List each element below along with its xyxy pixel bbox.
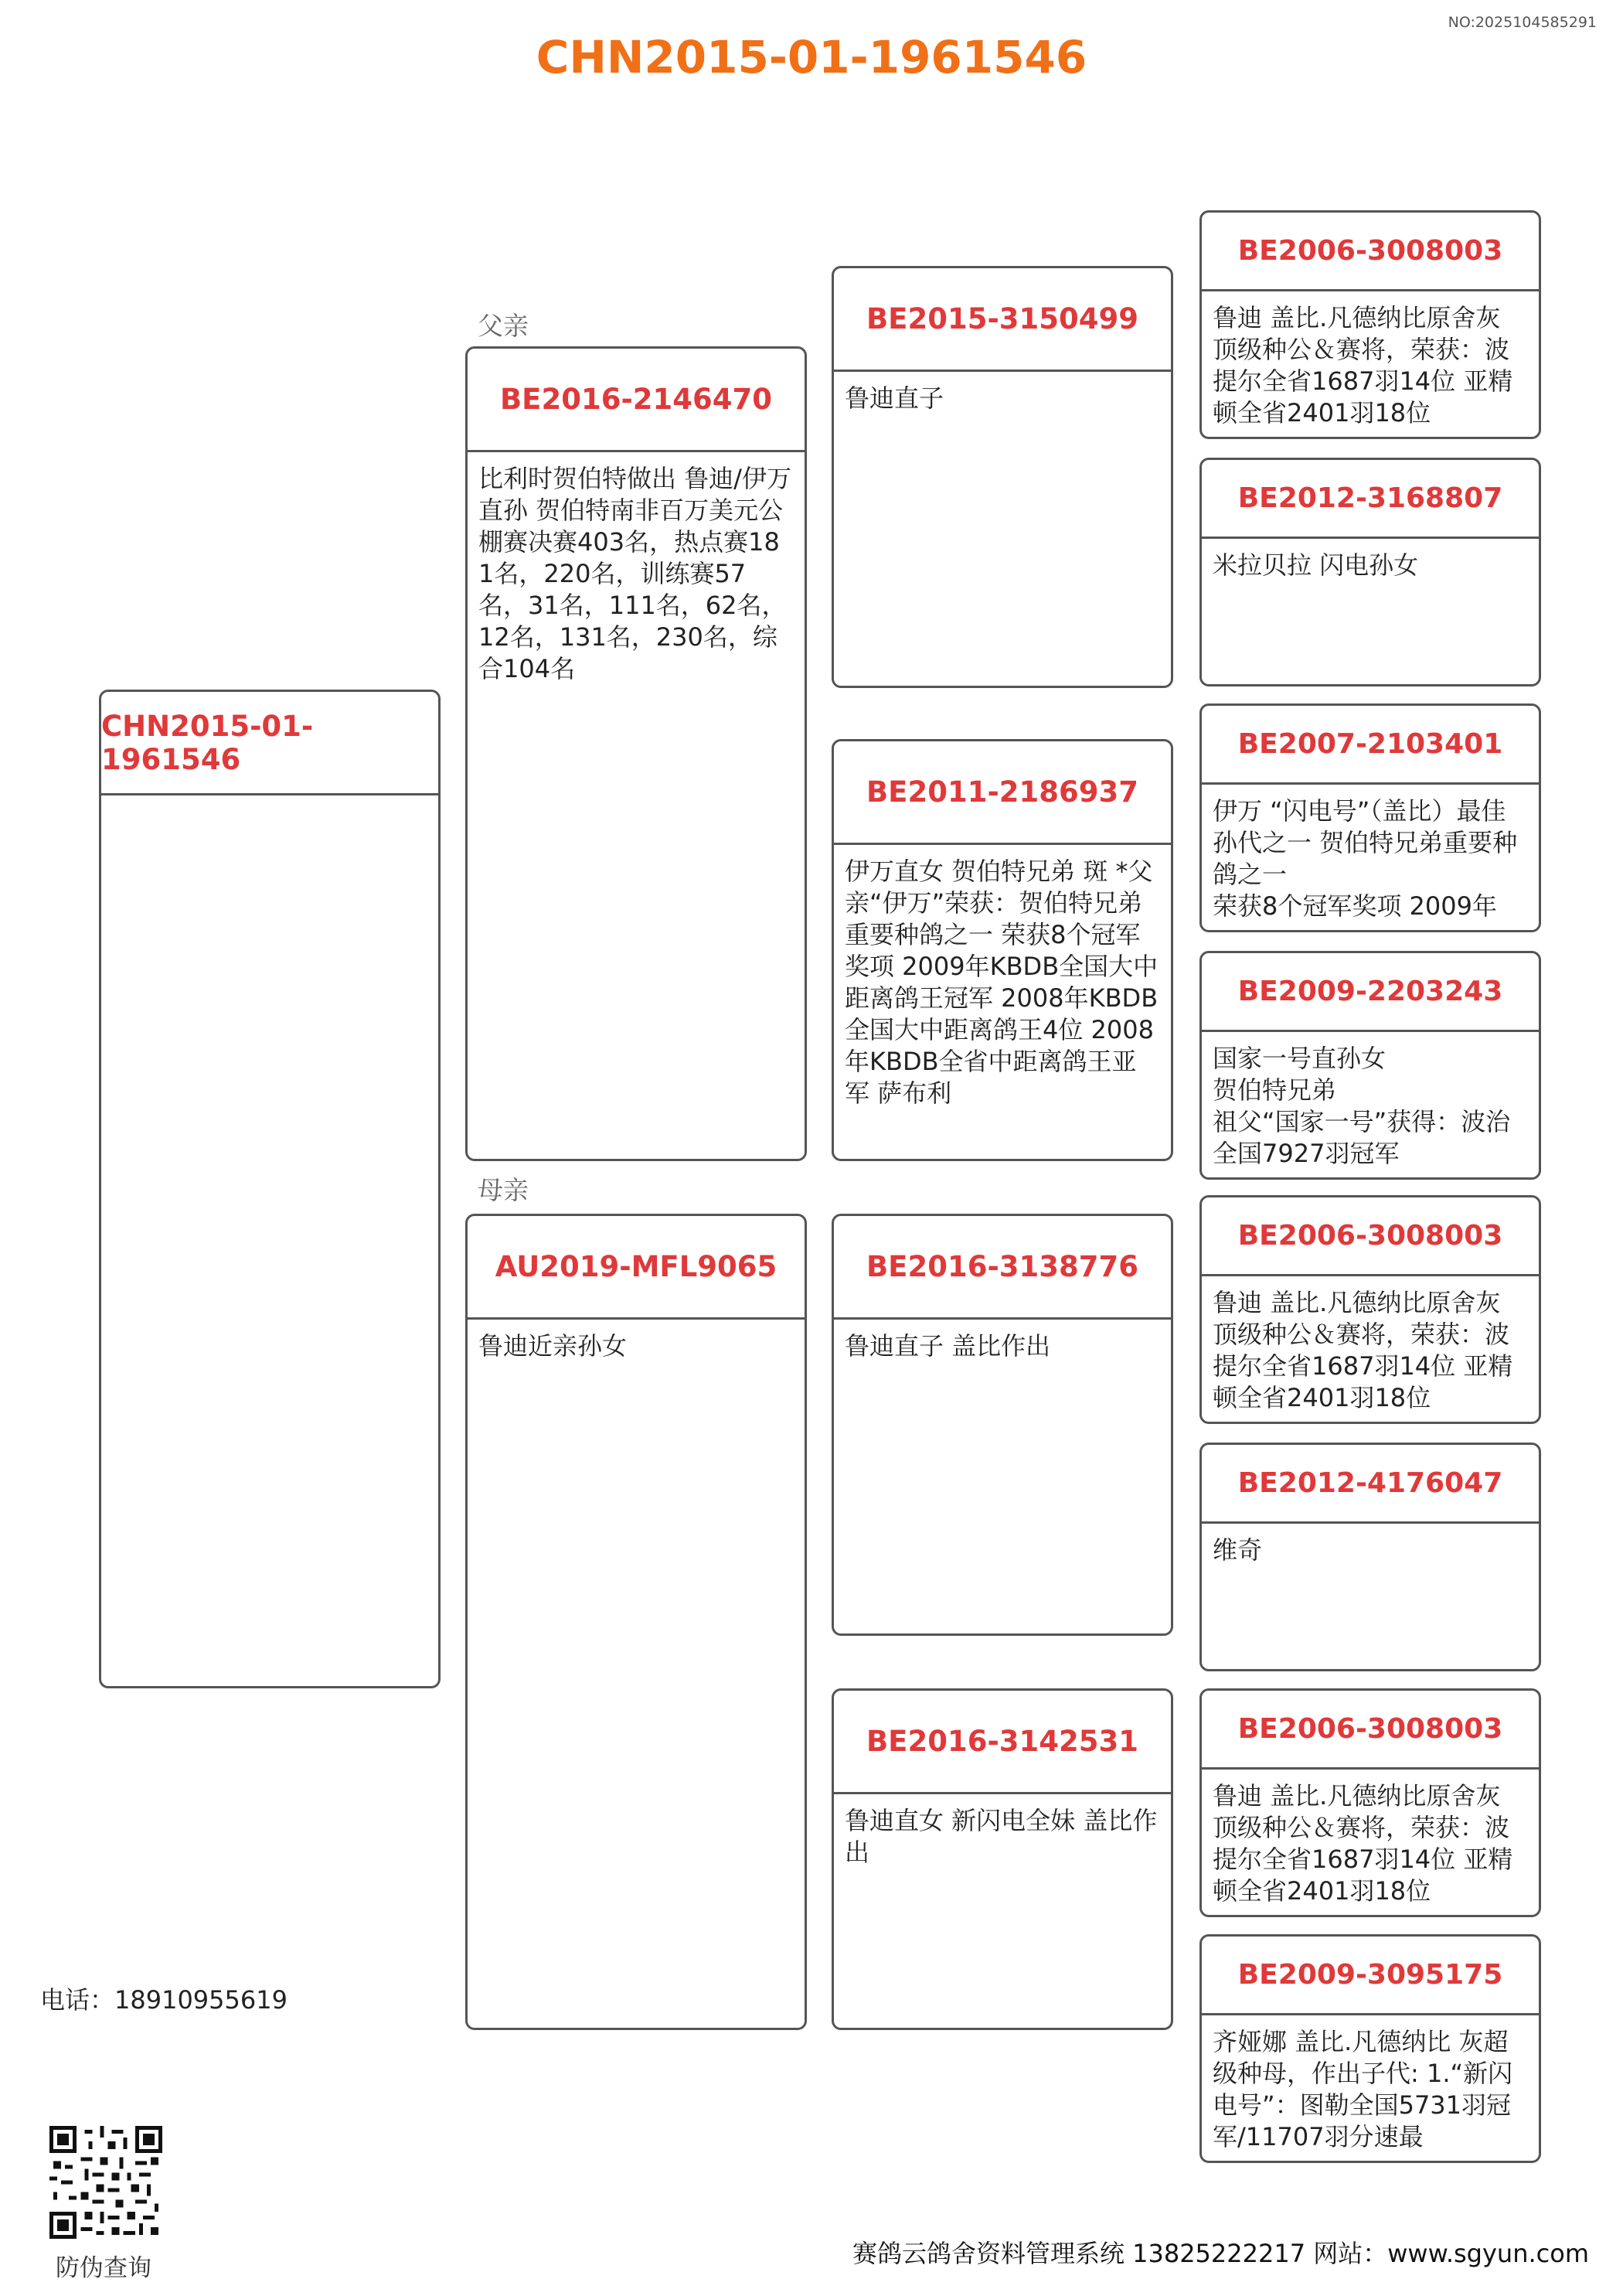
great-grandparent-note: 齐娅娜 盖比.凡德纳比 灰超级种母，作出子代: 1.“新闪电号”：图勒全国5731羽冠军/11707羽分速最 [1213, 2027, 1513, 2151]
great-grandparent-card[interactable] [1199, 951, 1541, 1180]
great-grandparent-ring: BE2007-2103401 [1202, 706, 1539, 785]
sire-note: 比利时贺伯特做出 鲁迪/伊万直孙 贺伯特南非百万美元公棚赛决赛403名，热点赛181名，220名，训练赛57名，31名，111名，62名，12名，131名，230名，综合104名 [478, 464, 791, 683]
grandparent-note: 伊万直女 贺伯特兄弟 斑 *父亲“伊万”荣获：贺伯特兄弟重要种鸽之一 荣获8个冠军奖项 2009年KBDB全国大中距离鸽王冠军 2008年KBDB全国大中距离鸽王4位 2008年KBDB全省中距离鸽王亚军 萨布利 [845, 857, 1159, 1108]
phone-number: 电话：18910955619 [40, 1985, 288, 2015]
great-grandparent-ring: BE2012-3168807 [1202, 460, 1539, 539]
great-grandparent-card[interactable] [1199, 458, 1541, 686]
great-grandparent-card[interactable] [1199, 1934, 1541, 2163]
great-grandparent-note: 鲁迪 盖比.凡德纳比原舍灰 顶级种公＆赛将，荣获：波提尔全省1687羽14位 亚精顿全省2401羽18位 [1213, 1781, 1513, 1906]
grandparent-ring: BE2016-3138776 [834, 1216, 1171, 1320]
grandparent-card[interactable] [832, 1688, 1173, 2030]
great-grandparent-ring: BE2009-3095175 [1202, 1937, 1539, 2015]
dam-note: 鲁迪近亲孙女 [478, 1331, 628, 1361]
footer-info: 赛鸽云鸽舍资料管理系统 13825222217 网站：www.sgyun.com [852, 2239, 1589, 2268]
great-grandparent-ring: BE2009-2203243 [1202, 953, 1539, 1032]
great-grandparent-ring: BE2006-3008003 [1202, 1197, 1539, 1276]
page-title: CHN2015-01-1961546 [536, 31, 1087, 83]
sire-ring: BE2016-2146470 [468, 349, 805, 452]
great-grandparent-card[interactable] [1199, 1688, 1541, 1917]
great-grandparent-ring: BE2006-3008003 [1202, 213, 1539, 291]
great-grandparent-note: 维奇 [1213, 1535, 1263, 1565]
great-grandparent-card[interactable] [1199, 1443, 1541, 1671]
dam-card[interactable] [465, 1214, 807, 2030]
great-grandparent-note: 国家一号直孙女 贺伯特兄弟 祖父“国家一号”获得：波治全国7927羽冠军 [1213, 1044, 1511, 1168]
great-grandparent-note: 鲁迪 盖比.凡德纳比原舍灰 顶级种公＆赛将，荣获：波提尔全省1687羽14位 亚精顿全省2401羽18位 [1213, 303, 1513, 428]
great-grandparent-card[interactable] [1199, 210, 1541, 439]
grandparent-note: 鲁迪直子 盖比作出 [845, 1331, 1051, 1361]
sire-card[interactable] [465, 346, 807, 1161]
qr-code-icon[interactable] [49, 2126, 162, 2239]
dam-ring: AU2019-MFL9065 [468, 1216, 805, 1320]
grandparent-note: 鲁迪直女 新闪电全妹 盖比作出 [845, 1806, 1158, 1867]
grandparent-card[interactable] [832, 266, 1173, 688]
great-grandparent-note: 伊万 “闪电号”（盖比）最佳孙代之一 贺伯特兄弟重要种鸽之一 荣获8个冠军奖项 2009年 [1213, 796, 1518, 921]
father-label: 父亲 [478, 311, 529, 341]
anti-counterfeit-label: 防伪查询 [56, 2254, 151, 2282]
subject-card[interactable] [99, 690, 441, 1688]
great-grandparent-note: 鲁迪 盖比.凡德纳比原舍灰 顶级种公＆赛将，荣获：波提尔全省1687羽14位 亚精顿全省2401羽18位 [1213, 1288, 1513, 1412]
grandparent-ring: BE2016-3142531 [834, 1691, 1171, 1794]
grandparent-note: 鲁迪直子 [845, 383, 944, 413]
serial-number: NO:20251045852​91 [1448, 14, 1597, 31]
grandparent-card[interactable] [832, 1214, 1173, 1636]
great-grandparent-ring: BE2012-4176047 [1202, 1445, 1539, 1524]
mother-label: 母亲 [478, 1175, 529, 1205]
grandparent-card[interactable] [832, 739, 1173, 1161]
great-grandparent-card[interactable] [1199, 1195, 1541, 1424]
subject-ring: CHN2015-01-1961546 [101, 692, 438, 795]
great-grandparent-card[interactable] [1199, 703, 1541, 932]
great-grandparent-ring: BE2006-3008003 [1202, 1691, 1539, 1770]
great-grandparent-note: 米拉贝拉 闪电孙女 [1213, 550, 1419, 580]
grandparent-ring: BE2011-2186937 [834, 741, 1171, 845]
grandparent-ring: BE2015-3150499 [834, 268, 1171, 372]
subject-note [101, 795, 438, 817]
